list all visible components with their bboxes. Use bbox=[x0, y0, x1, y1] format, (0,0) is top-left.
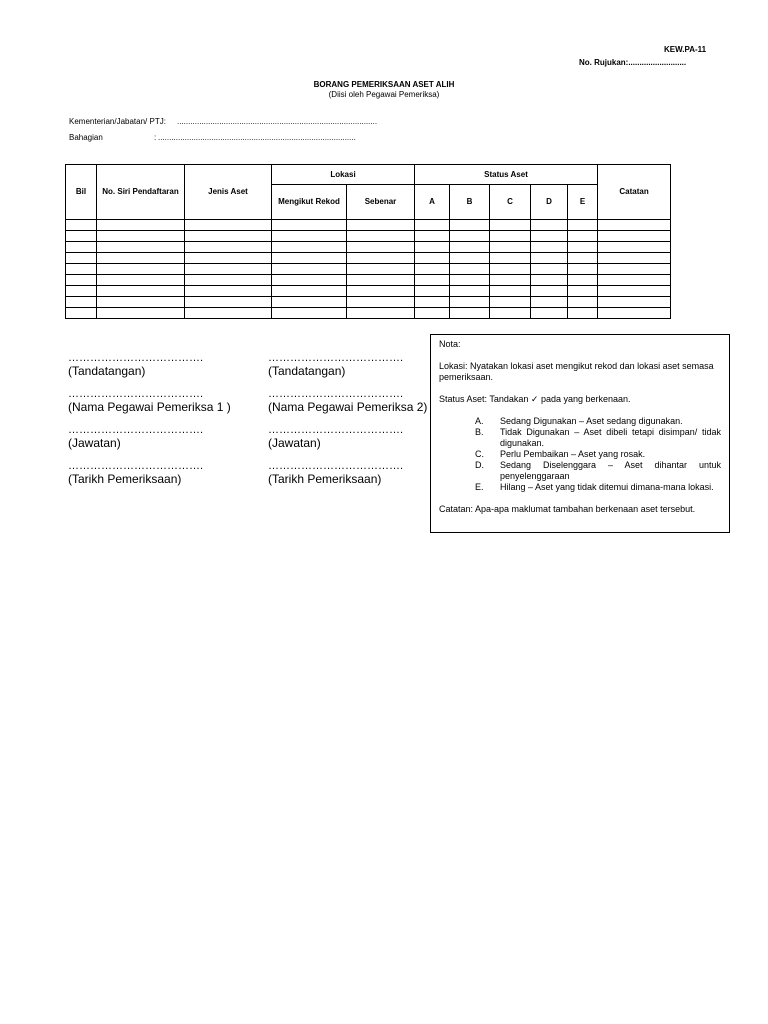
table-row[interactable] bbox=[66, 286, 671, 297]
signature-1-label: (Tandatangan) bbox=[68, 364, 146, 378]
signature-1-dots[interactable]: ………………………………. bbox=[68, 352, 204, 364]
list-item bbox=[475, 460, 721, 482]
col-header-location-actual: Sebenar bbox=[347, 185, 415, 220]
officer-2-dots[interactable]: ………………………………. bbox=[268, 388, 404, 400]
form-subtitle: (Diisi oleh Pegawai Pemeriksa) bbox=[328, 90, 440, 99]
list-item-text: Sedang Diselenggara – Aset dihantar untuk penyelenggaraan bbox=[500, 460, 721, 481]
position-1-label: (Jawatan) bbox=[68, 436, 121, 450]
officer-2-label: (Nama Pegawai Pemeriksa 2) bbox=[268, 400, 428, 414]
list-item-text: Sedang Digunakan – Aset sedang digunakan. bbox=[500, 416, 683, 426]
col-header-status-c: C bbox=[490, 185, 531, 220]
table-row[interactable] bbox=[66, 308, 671, 319]
table-row[interactable] bbox=[66, 297, 671, 308]
date-1-dots[interactable]: ………………………………. bbox=[68, 460, 204, 472]
ministry-field[interactable]: .......................................................................................... bbox=[177, 117, 378, 126]
col-header-bil: Bil bbox=[66, 165, 97, 220]
remarks-note: Catatan: Apa-apa maklumat tambahan berkenaan aset tersebut. bbox=[439, 504, 696, 514]
asset-inspection-table bbox=[65, 164, 671, 319]
list-item bbox=[475, 416, 721, 427]
col-header-status: Status Aset bbox=[415, 165, 598, 185]
col-header-status-e: E bbox=[568, 185, 598, 220]
reference-number: No. Rujukan:.......................... bbox=[579, 58, 687, 67]
section-label: Bahagian bbox=[69, 133, 103, 142]
col-header-serial: No. Siri Pendaftaran bbox=[97, 165, 185, 220]
date-2-dots[interactable]: ………………………………. bbox=[268, 460, 404, 472]
list-item-letter: D. bbox=[475, 460, 484, 470]
col-header-status-b: B bbox=[450, 185, 490, 220]
status-note: Status Aset: Tandakan ✓ pada yang berkenaan. bbox=[439, 394, 631, 404]
list-item bbox=[475, 449, 721, 460]
officer-1-dots[interactable]: ………………………………. bbox=[68, 388, 204, 400]
list-item-text: Tidak Digunakan – Aset dibeli tetapi disimpan/ tidak digunakan. bbox=[500, 427, 721, 448]
date-1-label: (Tarikh Pemeriksaan) bbox=[68, 472, 182, 486]
section-colon: : bbox=[154, 133, 157, 142]
table-row[interactable] bbox=[66, 242, 671, 253]
form-title: BORANG PEMERIKSAAN ASET ALIH bbox=[313, 80, 455, 89]
list-item-text: Hilang – Aset yang tidak ditemui dimana-mana lokasi. bbox=[500, 482, 714, 492]
col-header-notes: Catatan bbox=[598, 165, 671, 220]
col-header-type: Jenis Aset bbox=[185, 165, 272, 220]
position-1-dots[interactable]: ………………………………. bbox=[68, 424, 204, 436]
table-row[interactable] bbox=[66, 275, 671, 286]
table-row[interactable] bbox=[66, 220, 671, 231]
officer-1-label: (Nama Pegawai Pemeriksa 1 ) bbox=[68, 400, 231, 414]
table-row[interactable] bbox=[66, 253, 671, 264]
form-code: KEW.PA-11 bbox=[664, 45, 707, 54]
table-row[interactable] bbox=[66, 264, 671, 275]
list-item-letter: C. bbox=[475, 449, 484, 459]
status-list bbox=[439, 416, 721, 493]
notes-heading: Nota: bbox=[439, 339, 461, 349]
position-2-label: (Jawatan) bbox=[268, 436, 321, 450]
list-item-letter: A. bbox=[475, 416, 484, 426]
list-item bbox=[475, 427, 721, 449]
signature-2-dots[interactable]: ………………………………. bbox=[268, 352, 404, 364]
ministry-label: Kementerian/Jabatan/ PTJ: bbox=[69, 117, 166, 126]
list-item-letter: E. bbox=[475, 482, 484, 492]
table-row[interactable] bbox=[66, 231, 671, 242]
col-header-status-d: D bbox=[531, 185, 568, 220]
location-note: Lokasi: Nyatakan lokasi aset mengikut rekod dan lokasi aset semasa pemeriksaan. bbox=[439, 361, 714, 382]
col-header-location: Lokasi bbox=[272, 165, 415, 185]
signature-2-label: (Tandatangan) bbox=[268, 364, 346, 378]
date-2-label: (Tarikh Pemeriksaan) bbox=[268, 472, 382, 486]
list-item-letter: B. bbox=[475, 427, 484, 437]
col-header-location-record: Mengikut Rekod bbox=[272, 185, 347, 220]
section-field[interactable]: ......................................................................................... bbox=[158, 133, 356, 142]
position-2-dots[interactable]: ………………………………. bbox=[268, 424, 404, 436]
list-item-text: Perlu Pembaikan – Aset yang rosak. bbox=[500, 449, 646, 459]
col-header-status-a: A bbox=[415, 185, 450, 220]
notes-box bbox=[430, 334, 730, 533]
list-item bbox=[475, 482, 721, 493]
